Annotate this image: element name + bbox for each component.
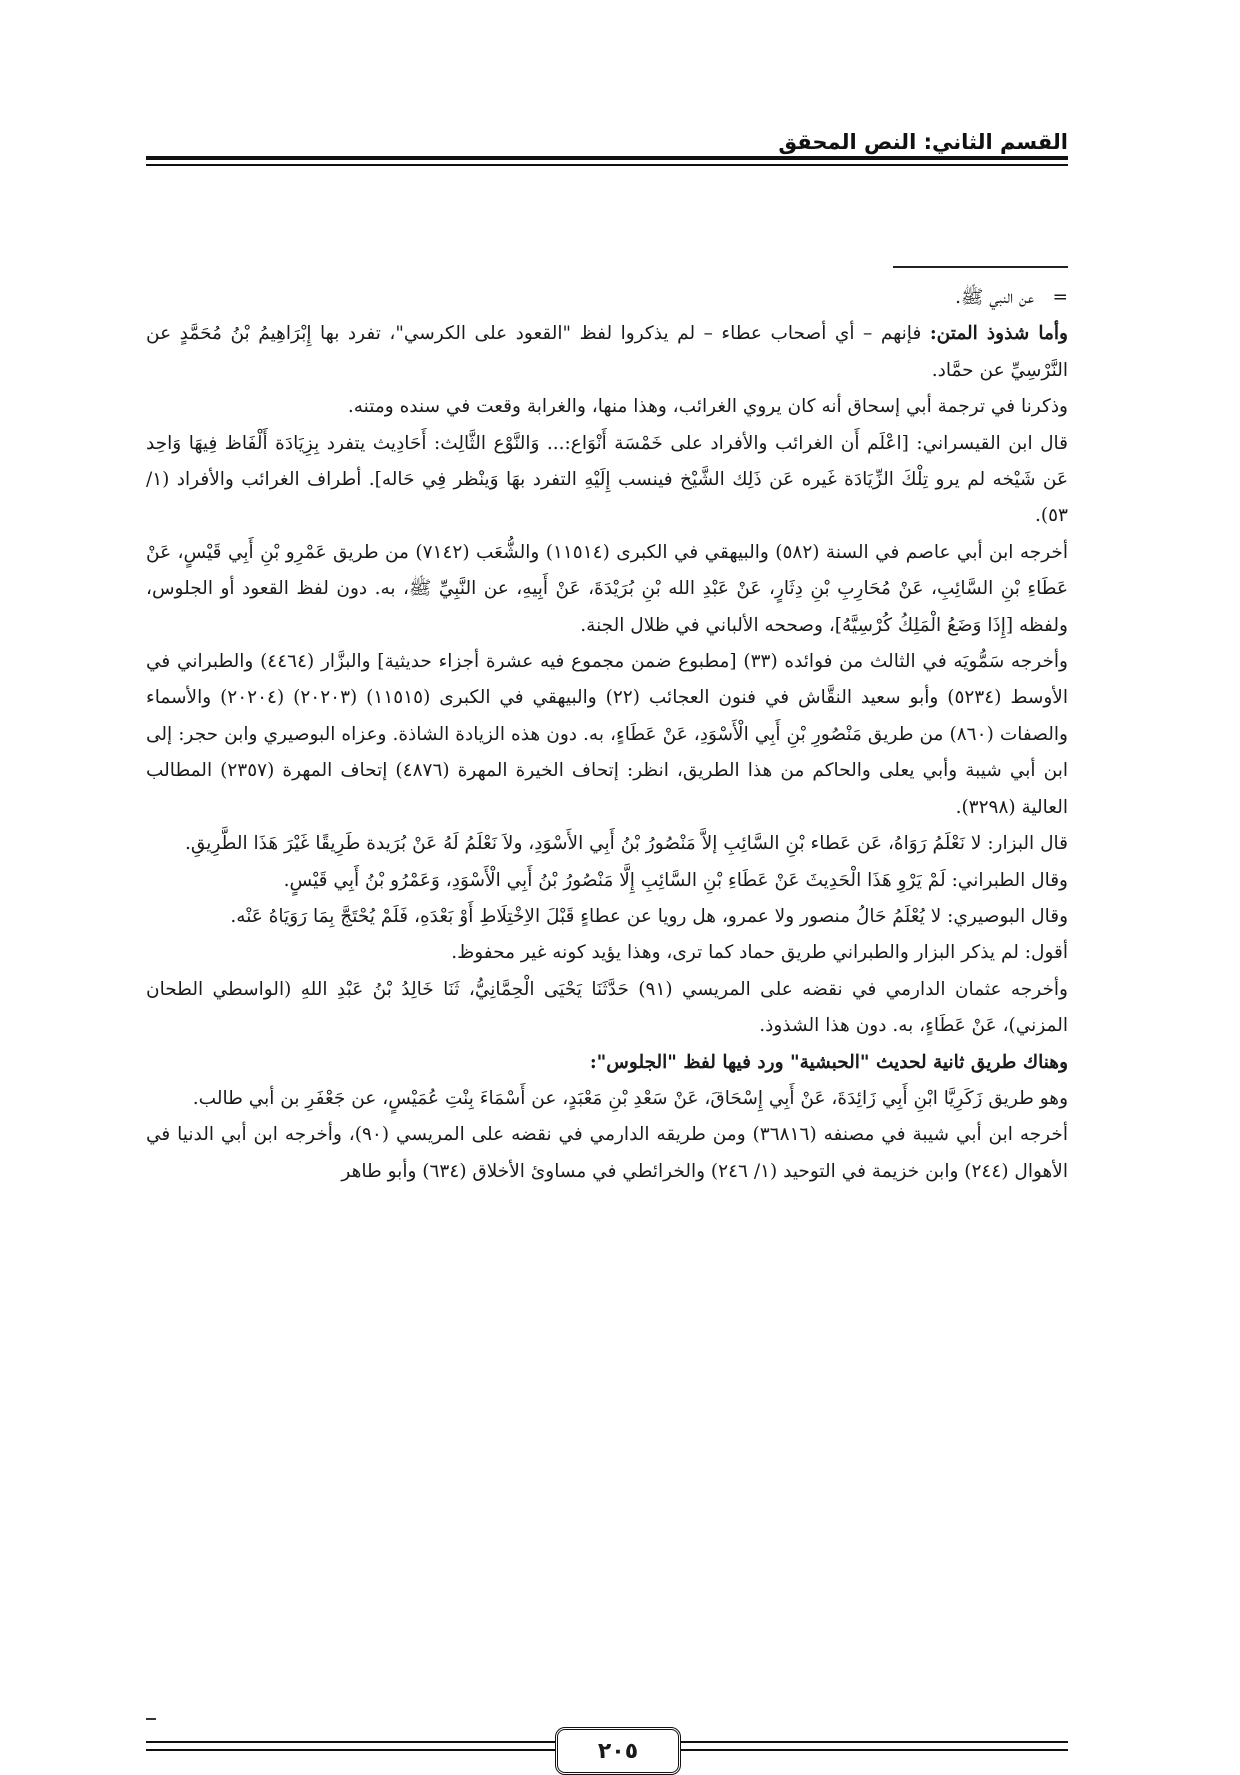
paragraph: وهو طريق زَكَرِيَّا ابْنِ أَبِي زَائِدَةَ، عَنْ أَبِي إِسْحَاقَ، عَنْ سَعْدِ بْنِ مَعْبَدٍ، عن أَسْمَاءَ بِنْتِ عُمَيْسٍ، عن جَعْفَرِ بن أبي طالب. xyxy=(192,1087,1068,1109)
page-number: ٢٠٥ xyxy=(597,1738,639,1764)
continuation-dash xyxy=(146,1718,156,1720)
continuation-mark: = xyxy=(1052,287,1068,308)
header-rule-thick xyxy=(146,156,1068,160)
paragraph: وأخرجه عثمان الدارمي في نقضه على المريسي (٩١) حَدَّثَنَا يَحْيَى الْحِمَّانِيُّ، ثَنَا خَالِدُ بْنُ عَبْدِ اللهِ (الواسطي الطحان المزني)، عَنْ عَطَاءٍ، به. دون هذا الشذوذ. xyxy=(146,978,1068,1037)
header-rule-thin xyxy=(146,164,1068,166)
paragraph: أخرجه ابن أبي شيبة في مصنفه (٣٦٨١٦) ومن طريقه الدارمي في نقضه على المريسي (٩٠)، وأخرجه ابن أبي الدنيا في الأهوال (٢٤٤) وابن خزيمة في التوحيد (١/ ٢٤٦) والخرائطي في مساوئ الأخلاق (٦٣٤) وأبو طاهر xyxy=(146,1124,1068,1182)
page-header-title: القسم الثاني: النص المحقق xyxy=(778,130,1068,154)
page-number-box xyxy=(555,1727,681,1775)
paragraph: أخرجه ابن أبي عاصم في السنة (٥٨٢) والبيهقي في الكبرى (١١٥١٤) والشُّعَب (٧١٤٢) من طريق عَمْرِو بْنِ أَبِي قَيْسٍ، عَنْ عَطَاءِ بْنِ السَّائِبِ، عَنْ مُحَارِبِ بْنِ دِثَارٍ، عَنْ عَبْدِ الله بْنِ بُرَيْدَةَ، عَنْ أَبِيهِ، عن النَّبِيِّ ﷺ، به. دون لفظ القعود أو الجلوس، ولفظه [إِذَا وَضَعُ الْمَلِكُ كُرْسِيَّهُ]، وصححه الألباني في ظلال الجنة. xyxy=(146,541,1068,636)
paragraph xyxy=(146,1045,1068,1081)
paragraph: وقال الطبراني: لَمْ يَرْوِ هَذَا الْحَدِيثَ عَنْ عَطَاءِ بْنِ السَّائِبِ إِلَّا مَنْصُورُ بْنُ أَبِي الْأَسْوَدِ، وَعَمْرُو بْنُ أَبِي قَيْسٍ. xyxy=(283,869,1068,891)
paragraph: أقول: لم يذكر البزار والطبراني طريق حماد كما ترى، وهذا يؤيد كونه غير محفوظ. xyxy=(451,942,1068,964)
bold-lead: وأما شذوذ المتن: xyxy=(929,323,1068,345)
paragraph: = عن النبي ﷺ. xyxy=(146,280,1068,316)
paragraph: وأما شذوذ المتن: فإنهم – أي أصحاب عطاء – لم يذكروا لفظ "القعود على الكرسي"، تفرد بها إِبْرَاهِيمُ بْنُ مُحَمَّدٍ عن النَّرْسِيِّ عن حمَّاد. xyxy=(146,323,1068,381)
bold-lead: وهناك طريق ثانية لحديث "الحبشية" ورد فيها لفظ "الجلوس": xyxy=(589,1051,1068,1073)
paragraph: وذكرنا في ترجمة أبي إسحاق أنه كان يروي الغرائب، وهذا منها، والغرابة وقعت في سنده ومتنه. xyxy=(347,396,1068,418)
paragraph: وأخرجه سَمُّويَه في الثالث من فوائده (٣٣) [مطبوع ضمن مجموع فيه عشرة أجزاء حديثية] والبزَّار (٤٤٦٤) والطبراني في الأوسط (٥٢٣٤) وأبو سعيد النقَّاش في فنون العجائب (٢٢) والبيهقي في الكبرى (١١٥١٥) (٢٠٢٠٣) (٢٠٢٠٤) والأسماء والصفات (٨٦٠) من طريق مَنْصُورِ بْنِ أَبِي الْأَسْوَدِ، عَنْ عَطَاءٍ، به. دون هذه الزيادة الشاذة. وعزاه البوصيري وابن حجر: إلى ابن أبي شيبة وأبي يعلى والحاكم من هذا الطريق، انظر: إتحاف الخيرة المهرة (٤٨٧٦) إتحاف المهرة (٢٣٥٧) المطالب العالية (٣٢٩٨). xyxy=(146,651,1069,818)
footnote-body xyxy=(146,280,1068,1190)
paragraph: قال ابن القيسراني: [اعْلَم أَن الغرائب والأفراد على خَمْسَة أَنْوَاع:... وَالنَّوْع الثَّالِث: أَحَادِيث يتفرد بِزِيَادَة أَلْفَاظ فِيهَا وَاحِد عَن شَيْخه لم يرو تِلْكَ الزِّيَادَة غَيره عَن ذَلِك الشَّيْخ فينسب إِلَيْهِ التفرد بهَا وَينْظر فِي حَاله]. أطراف الغرائب والأفراد (١/ ٥٣). xyxy=(146,432,1068,527)
footnote-separator xyxy=(893,266,1068,268)
paragraph: وقال البوصيري: لا يُعْلَمُ حَالُ منصور ولا عمرو، هل رويا عن عطاءٍ قَبْلَ الاِخْتِلَاطِ أَوْ بَعْدَهِ، فَلَمْ يُحْتَجَّ بِمَا رَوَيَاهُ عَنْه. xyxy=(230,905,1068,927)
paragraph: قال البزار: لا نَعْلَمُ رَوَاهُ، عَن عَطاء بْنِ السَّائِبِ إلاَّ مَنْصُورُ بْنُ أَبِي الأَسْوَدِ، ولاَ نَعْلَمُ لَهُ عَنْ بُرَيدة طَرِيقًا غَيْرَ هَذَا الطَّرِيقِ. xyxy=(185,833,1068,855)
